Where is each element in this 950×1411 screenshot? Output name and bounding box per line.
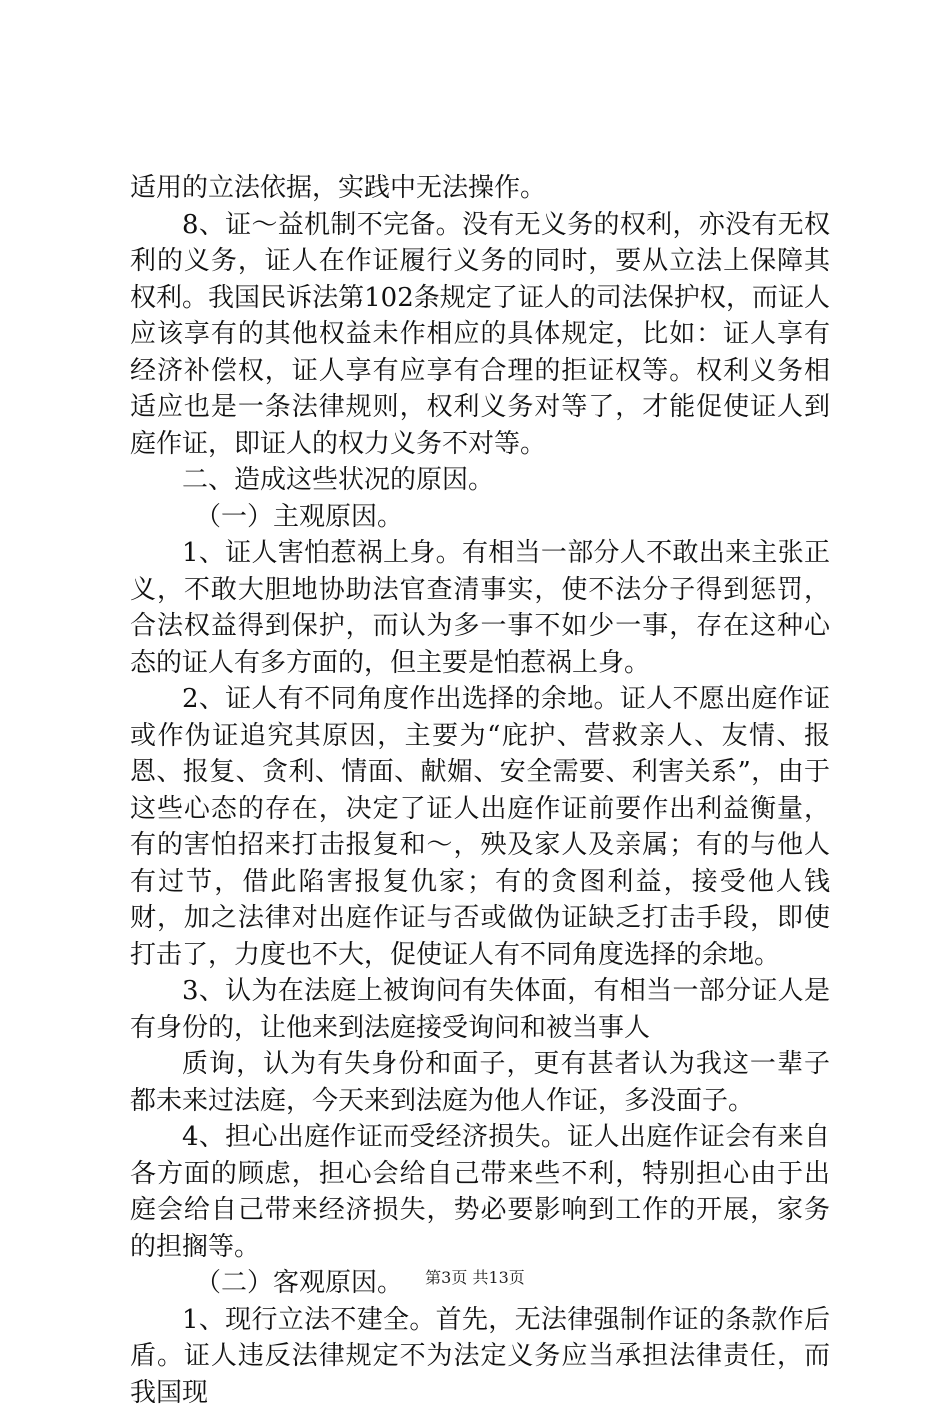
paragraph: 2、证人有不同角度作出选择的余地。证人不愿出庭作证或作伪证追究其原因，主要为“庇护、营救亲人、友情、报恩、报复、贪利、情面、献媚、安全需要、利害关系”，由于这些心态的存在，决定了证人出庭作证前要作出利益衡量，有的害怕招来打击报复和～，殃及家人及亲属；有的与他人有过节，借此陷害报复仇家；有的贪图利益，接受他人钱财，加之法律对出庭作证与否或做伪证缺乏打击手段，即使打击了，力度也不大，促使证人有不同角度选择的余地。: [130, 681, 830, 973]
paragraph: 3、认为在法庭上被询问有失体面，有相当一部分证人是有身份的，让他来到法庭接受询问和被当事人: [130, 973, 830, 1046]
section-heading: 二、造成这些状况的原因。: [130, 462, 830, 499]
paragraph: 适用的立法依据，实践中无法操作。: [130, 170, 830, 207]
paragraph: 8、证～益机制不完备。没有无义务的权利，亦没有无权利的义务，证人在作证履行义务的同时，要从立法上保障其权利。我国民诉法第102条规定了证人的司法保护权，而证人应该享有的其他权益未作相应的具体规定，比如：证人享有经济补偿权，证人享有应享有合理的拒证权等。权利义务相适应也是一条法律规则，权利义务对等了，才能促使证人到庭作证，即证人的权力义务不对等。: [130, 207, 830, 463]
paragraph: 1、现行立法不建全。首先，无法律强制作证的条款作后盾。证人违反法律规定不为法定义务应当承担法律责任，而我国现: [130, 1302, 830, 1411]
paragraph: 4、担心出庭作证而受经济损失。证人出庭作证会有来自各方面的顾虑，担心会给自己带来些不利，特别担心由于出庭会给自己带来经济损失，势必要影响到工作的开展，家务的担搁等。: [130, 1119, 830, 1265]
page-number-footer: 第3页 共13页: [0, 1265, 950, 1288]
paragraph: 1、证人害怕惹祸上身。有相当一部分人不敢出来主张正义，不敢大胆地协助法官查清事实，使不法分子得到惩罚，合法权益得到保护，而认为多一事不如少一事，存在这种心态的证人有多方面的，但主要是怕惹祸上身。: [130, 535, 830, 681]
document-body: [130, 170, 830, 1411]
subsection-heading: （一）主观原因。: [130, 499, 830, 536]
paragraph: 质询，认为有失身份和面子，更有甚者认为我这一辈子都未来过法庭，今天来到法庭为他人作证，多没面子。: [130, 1046, 830, 1119]
subsection-heading: （二）客观原因。: [130, 1265, 830, 1302]
